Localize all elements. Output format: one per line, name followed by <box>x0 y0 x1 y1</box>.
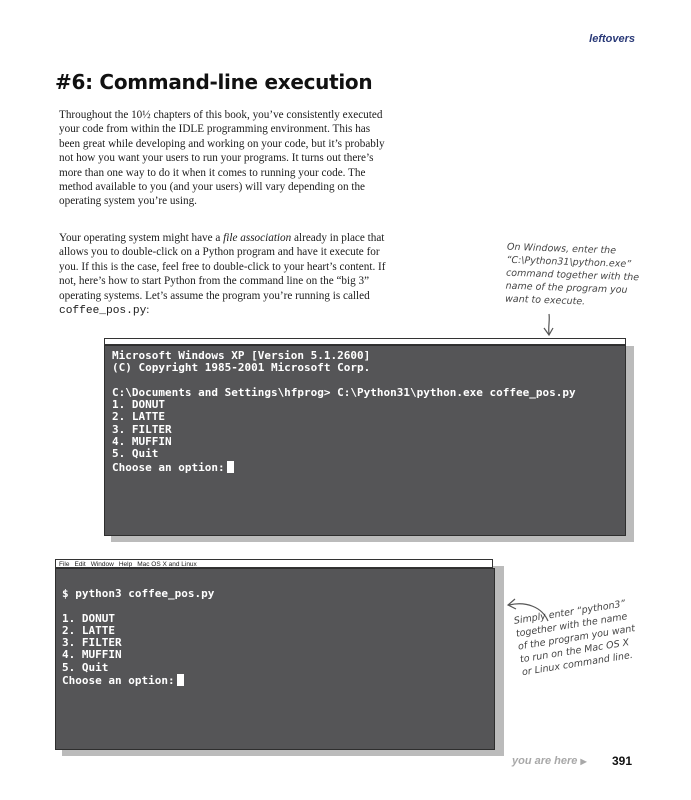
terminal-line: $ python3 coffee_pos.py <box>62 587 215 600</box>
terminal-line <box>62 600 214 612</box>
menu-help[interactable]: Help <box>118 561 133 568</box>
section-tag: leftovers <box>589 33 635 45</box>
paragraph-2-middle: already in place that allows you to double-click on a Python program and have it execute for you. If this is the case, feel free to double-click to your heart’s content. If not, here’s how to start Python from the command line on the “big 3” operating systems. Let’s assume the program you’re running is called <box>59 232 386 302</box>
terminal-line: 3. FILTER <box>62 636 122 650</box>
windows-terminal-titlebar <box>104 338 626 345</box>
page-heading: #6: Command-line execution <box>55 70 373 94</box>
terminal-cursor[interactable] <box>227 461 234 473</box>
paragraph-2-before: Your operating system might have a <box>59 232 224 244</box>
windows-annotation: On Windows, enter the “C:\Python31\python.exe” command together with the name of the program you want to execute. <box>504 241 640 308</box>
terminal-prompt: Choose an option: <box>62 674 175 688</box>
terminal-cursor[interactable] <box>177 674 184 686</box>
you-are-here-label: you are here ▶ <box>512 755 587 767</box>
windows-terminal-output <box>112 350 576 474</box>
menu-edit[interactable]: Edit <box>74 561 86 568</box>
page-number: 391 <box>612 754 633 768</box>
triangle-right-icon: ▶ <box>580 757 587 766</box>
unix-terminal <box>55 568 495 750</box>
menu-window[interactable]: Window <box>90 561 114 568</box>
terminal-line: 5. Quit <box>112 447 159 461</box>
paragraph-2-code: coffee_pos.py <box>59 305 147 318</box>
down-arrow-icon <box>538 312 560 338</box>
terminal-line: 1. DONUT <box>62 611 115 625</box>
terminal-line: 1. DONUT <box>112 398 165 412</box>
intro-paragraph <box>59 108 389 209</box>
windows-terminal <box>104 345 626 536</box>
unix-terminal-menubar <box>55 559 493 568</box>
terminal-line: 5. Quit <box>62 660 109 674</box>
terminal-prompt: Choose an option: <box>112 460 225 474</box>
unix-terminal-output <box>62 588 214 687</box>
menu-file[interactable]: File <box>59 561 70 568</box>
terminal-line: C:\Documents and Settings\hfprog> C:\Python31\python.exe coffee_pos.py <box>112 385 576 399</box>
terminal-line: 2. LATTE <box>112 410 165 424</box>
file-association-paragraph <box>59 231 389 318</box>
terminal-line: Microsoft Windows XP [Version 5.1.2600] <box>112 349 371 362</box>
paragraph-2-after: : <box>146 304 150 317</box>
terminal-line: 4. MUFFIN <box>112 435 172 449</box>
terminal-line: 4. MUFFIN <box>62 648 122 662</box>
unix-annotation: Simply enter “python3” together with the name of the program you want to run on the Mac OS X or Linux command line. <box>513 598 636 679</box>
terminal-line: 3. FILTER <box>112 422 172 436</box>
terminal-line: (C) Copyright 1985-2001 Microsoft Corp. <box>112 361 371 375</box>
menu-os-label[interactable]: Mac OS X and Linux <box>137 561 197 568</box>
paragraph-1: Throughout the 10½ chapters of this book, you’ve consistently executed your code from within the IDLE programming environment. This has been great while developing and working on your code, but it’s probably not how you want your users to run your programs. It turns out there’s more than one way to do it when it comes to running your code. The method available to you (and your users) will vary depending on the operating system you’re using. <box>59 109 385 208</box>
paragraph-2-emphasis: file association <box>223 232 292 244</box>
terminal-line: 2. LATTE <box>62 623 115 637</box>
